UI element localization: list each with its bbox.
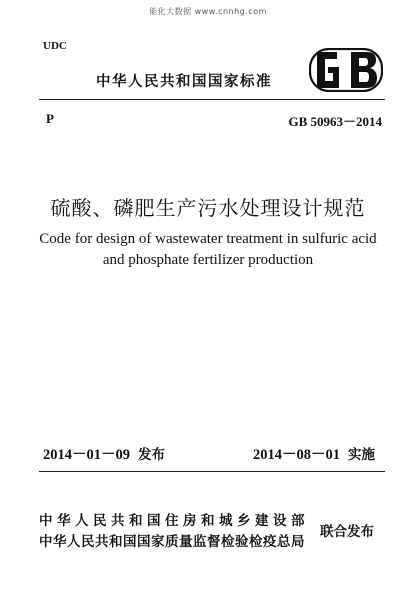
- issue-date: 2014－01－09: [43, 447, 130, 463]
- publisher-aqsiq: 中华人民共和国国家质量监督检验检疫总局: [39, 534, 305, 550]
- issue-date-line: [43, 443, 165, 464]
- issue-label: 发布: [138, 447, 165, 463]
- standard-number: GB 50963－2014: [288, 114, 382, 129]
- standard-header-title: 中华人民共和国国家标准: [96, 74, 272, 90]
- implement-date: 2014－08－01: [253, 447, 340, 463]
- document-title-zh: 硫酸、磷肥生产污水处理设计规范: [50, 196, 366, 220]
- classification-code: P: [46, 111, 54, 126]
- publisher-ministry-housing: 中华人民共和国住房和城乡建设部: [39, 513, 309, 529]
- header-divider: [39, 99, 385, 100]
- implement-date-line: [253, 443, 375, 464]
- footer-divider: [39, 471, 385, 472]
- title-en-line-2: and phosphate fertilizer production: [102, 252, 314, 268]
- document-title-en: [0, 229, 416, 271]
- udc-label: UDC: [43, 40, 67, 52]
- watermark: 能化大数据 www.cnnhg.com: [149, 7, 267, 16]
- gb-logo: [309, 48, 383, 92]
- implement-label: 实施: [348, 447, 375, 463]
- title-en-line-1: Code for design of wastewater treatment in sulfuric acid: [39, 231, 377, 247]
- joint-release-label: 联合发布: [320, 524, 374, 540]
